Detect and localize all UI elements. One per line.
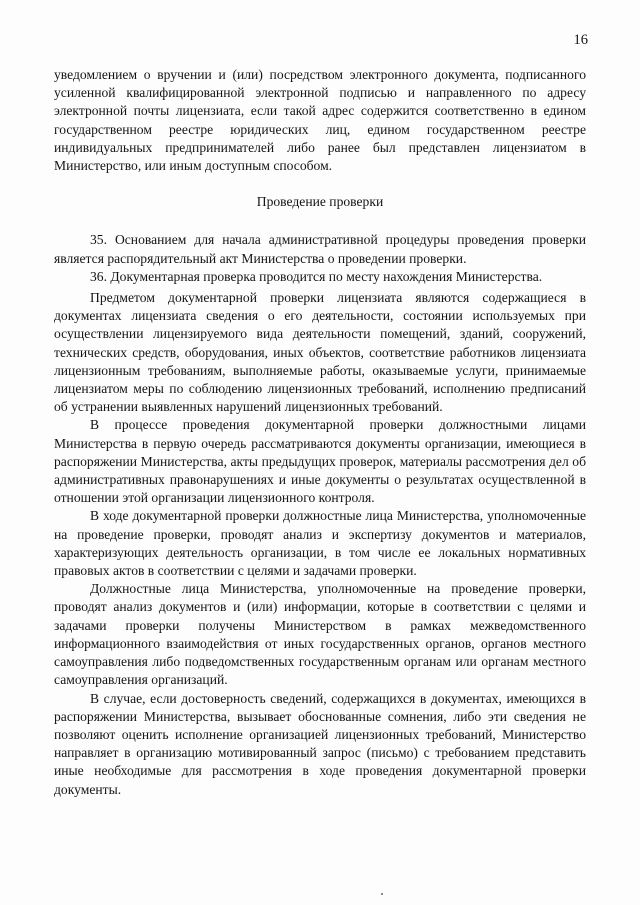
scan-speck (381, 893, 383, 895)
intro-paragraph: уведомлением о вручении и (или) посредством электронного документа, подписанного усиленной квалифицированной электронной подписью и направленного по адресу электронной почты лицензиата, если такой адрес содержится соответственно в едином государственном реестре юридических лиц, едином государственном реестре индивидуальных предпринимателей либо ранее был представлен лицензиатом в Министерство, или иным доступным способом. (54, 67, 586, 174)
paragraph-interagency: Должностные лица Министерства, уполномоченные на проведение проверки, проводят анализ документов и (или) информации, которые в соответствии с целями и задачами проверки получены Министерством в рамках межведомственного информационного взаимодействия от иных государственных органов, органов местного самоуправления либо подведомственных государственным органам или органам местного самоуправления организаций. (54, 581, 586, 688)
paragraph-subject: Предметом документарной проверки лицензиата являются содержащиеся в документах лицензиата сведения о его деятельности, состоянии используемых при осуществлении лицензируемого вида деятельности помещений, зданий, сооружений, технических средств, оборудования, иных объектов, соответствие работников лицензиата лицензионным требованиям, выполняемые работы, оказываемые услуги, принимаемые лицензиатом меры по соблюдению лицензионных требований, исполнению предписаний об устранении выявленных нарушений лицензионных требований. (54, 290, 586, 415)
paragraph-request: В случае, если достоверность сведений, содержащихся в документах, имеющихся в распоряжении Министерства, вызывает обоснованные сомнения, либо эти сведения не позволяют оценить исполнение организацией лицензионных требований, Министерство направляет в организацию мотивированный запрос (письмо) с требованием представить иные необходимые для рассмотрения в ходе проведения документарной проверки документы. (54, 690, 586, 797)
page-number: 16 (573, 32, 588, 48)
paragraph-36: 36. Документарная проверка проводится по месту нахождения Министерства. (90, 268, 543, 284)
paragraph-review-process: В процессе проведения документарной проверки должностными лицами Министерства в первую очередь рассматриваются документы организации, имеющиеся в распоряжении Министерства, акты предыдущих проверок, материалы рассмотрения дел об административных правонарушениях и иные документы о результатах осуществленной в отношении этой организации лицензионного контроля. (54, 417, 586, 506)
paragraph-35: 35. Основанием для начала административной процедуры проведения проверки является распорядительный акт Министерства о проведении проверки. (54, 232, 586, 266)
document-body (54, 66, 586, 799)
paragraph-analysis: В ходе документарной проверки должностные лица Министерства, уполномоченные на проведение проверки, проводят анализ и экспертизу документов и материалов, характеризующих деятельность организации, в том числе ее локальных нормативных правовых актов в соответствии с целями и задачами проверки. (54, 508, 586, 579)
section-heading: Проведение проверки (256, 194, 384, 210)
